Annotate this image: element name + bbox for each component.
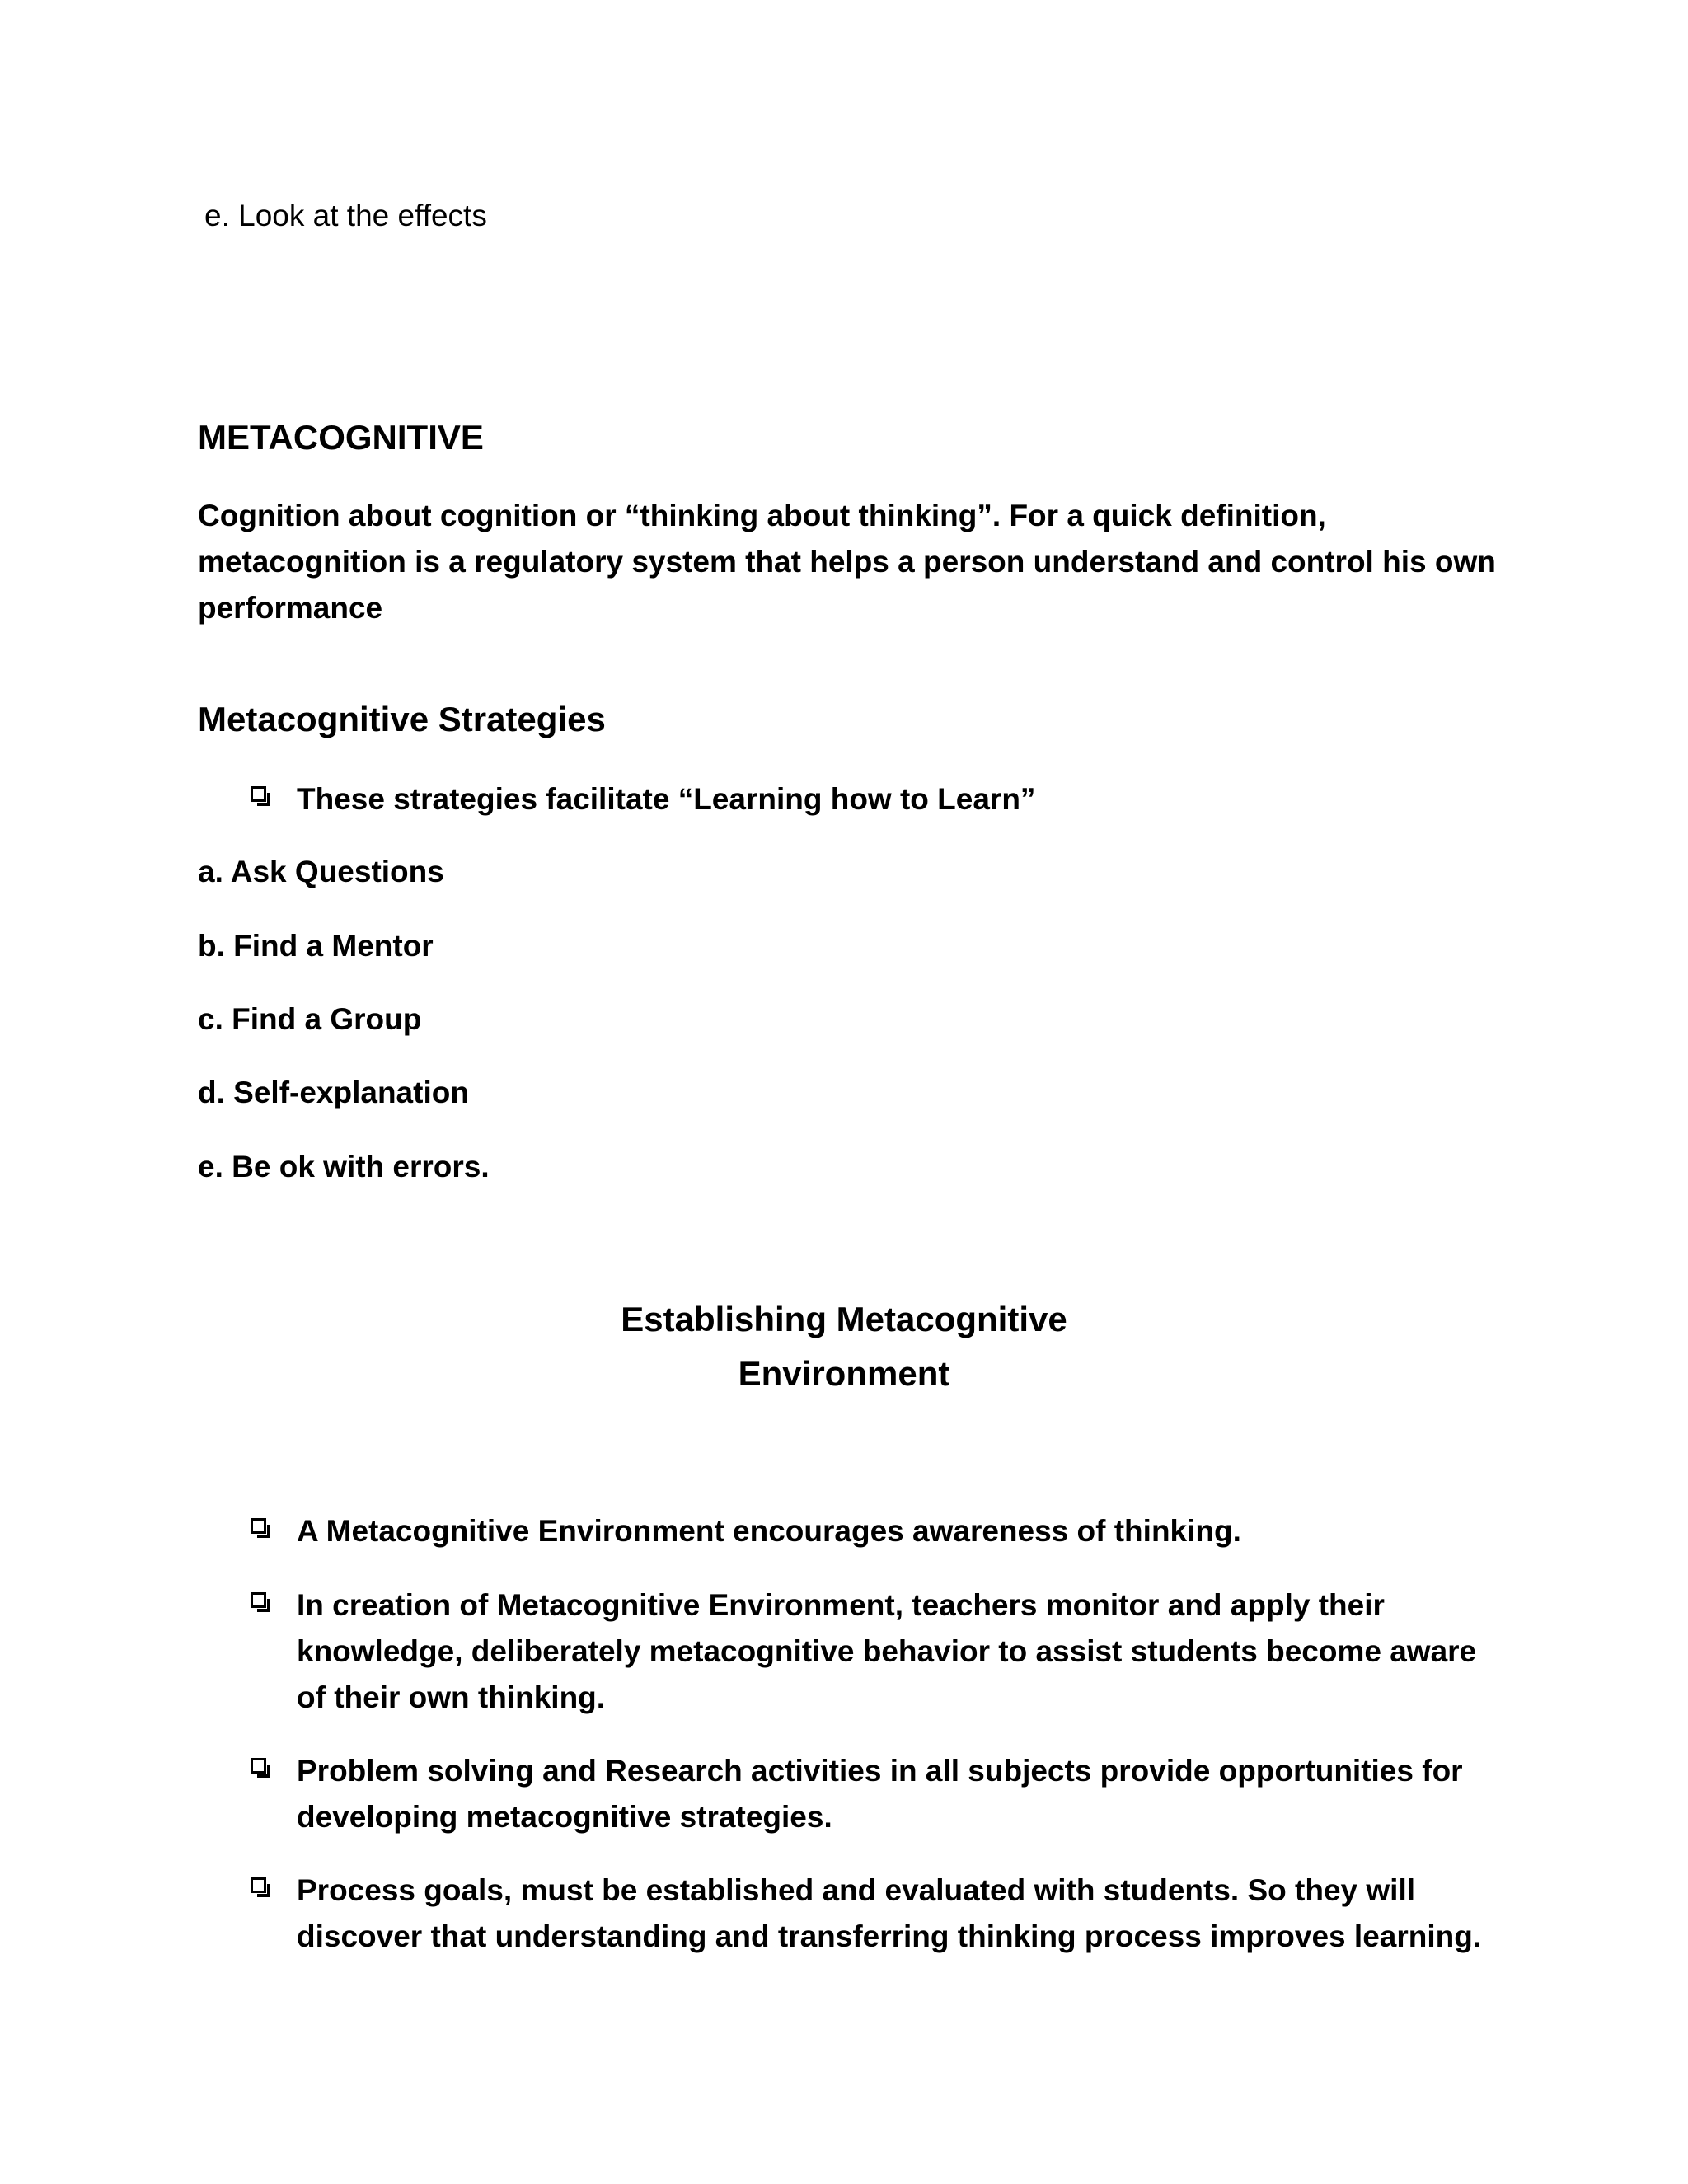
strategy-item: c. Find a Group — [198, 1002, 422, 1036]
checkbox-bullet-icon — [251, 786, 266, 802]
checkbox-bullet-icon — [251, 1518, 266, 1534]
checkbox-bullet-icon — [251, 1758, 266, 1774]
environment-bullet: Problem solving and Research activities in all subjects provide opportunities for developing metacognitive strategies. — [297, 1754, 1463, 1834]
strategy-item: b. Find a Mentor — [198, 929, 434, 963]
strategy-item: a. Ask Questions — [198, 855, 444, 888]
strategy-item: e. Be ok with errors. — [198, 1150, 490, 1183]
section-heading-establishing-line1: Establishing Metacognitive — [621, 1300, 1067, 1338]
list-item-look-at-effects: e. Look at the effects — [204, 199, 487, 232]
environment-bullet: In creation of Metacognitive Environment, teachers monitor and apply their knowledge, deliberately metacognitive behavior to assist students become aware of their own thinking. — [297, 1588, 1477, 1714]
checkbox-bullet-icon — [251, 1877, 266, 1893]
section-heading-metacognitive: METACOGNITIVE — [198, 418, 484, 457]
section-heading-establishing-line2: Environment — [738, 1354, 950, 1393]
strategy-item: d. Self-explanation — [198, 1076, 469, 1109]
checkbox-bullet-icon — [251, 1592, 266, 1608]
environment-bullet: Process goals, must be established and evaluated with students. So they will discover that understanding and transferring thinking process improves learning. — [297, 1873, 1482, 1953]
metacognition-definition: Cognition about cognition or “thinking about thinking”. For a quick definition, metacognition is a regulatory system that helps a person understand and control his own performance — [198, 499, 1496, 625]
section-heading-strategies: Metacognitive Strategies — [198, 700, 606, 738]
strategies-bullet: These strategies facilitate “Learning how to Learn” — [297, 782, 1036, 816]
environment-bullet: A Metacognitive Environment encourages awareness of thinking. — [297, 1514, 1241, 1548]
